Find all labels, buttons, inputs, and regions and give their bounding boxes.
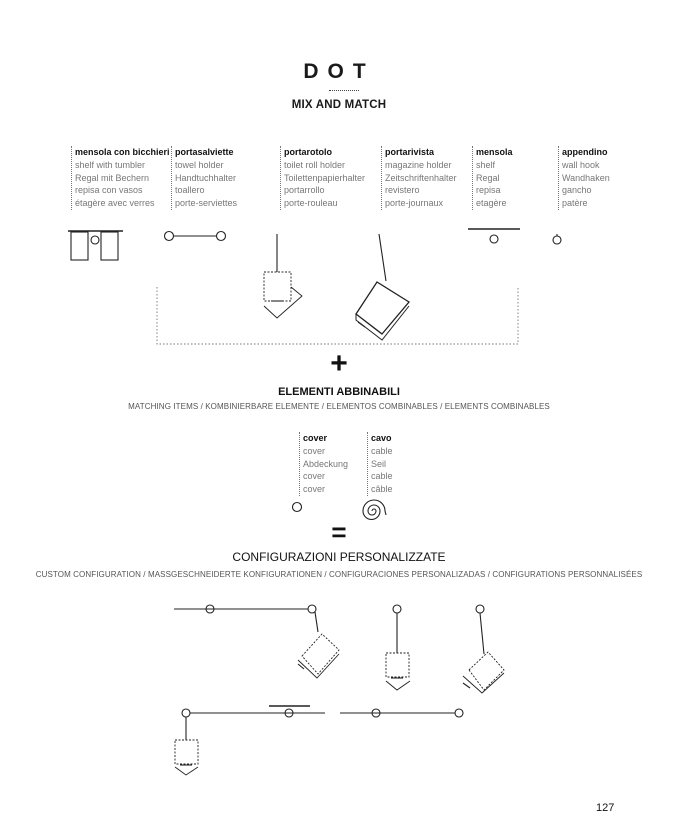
matching-items-title: ELEMENTI ABBINABILI [278, 386, 400, 398]
element-line: cover [303, 484, 326, 495]
element-line: cable [371, 445, 393, 456]
product-line: Toilettenpapierhalter [284, 172, 366, 183]
product-line: étagère avec verres [75, 198, 155, 209]
product-line: etagère [476, 198, 507, 209]
element-line: câble [371, 484, 393, 495]
product-line: repisa con vasos [75, 185, 143, 196]
element-title: cavo [371, 433, 392, 443]
equals-symbol: = [331, 517, 347, 547]
product-line: porte-rouleau [284, 198, 338, 209]
product-line: repisa [476, 185, 501, 196]
product-line: Wandhaken [562, 172, 610, 183]
element-title: cover [303, 433, 328, 443]
product-line: Regal mit Bechern [75, 172, 150, 183]
element-line: cable [371, 471, 393, 482]
product-title: portarivista [385, 147, 435, 157]
plus-symbol: + [330, 347, 348, 380]
product-line: revistero [385, 185, 420, 196]
product-title: portarotolo [284, 147, 332, 157]
brand-title: DOT [303, 60, 375, 83]
product-title: mensola con bicchieri [75, 147, 170, 157]
product-line: porte-journaux [385, 198, 444, 209]
product-title: appendino [562, 147, 608, 157]
page-subtitle: MIX AND MATCH [291, 99, 387, 111]
product-line: toilet roll holder [284, 159, 346, 170]
product-line: shelf [476, 159, 496, 170]
product-line: porte-serviettes [175, 198, 238, 209]
configuration-5-drawing [340, 709, 463, 717]
element-line: Abdeckung [303, 458, 349, 469]
element-line: cover [303, 471, 326, 482]
product-line: patère [562, 198, 588, 209]
custom-config-title: CONFIGURAZIONI PERSONALIZZATE [232, 550, 446, 564]
product-line: wall hook [562, 159, 600, 170]
product-title: portasalviette [175, 147, 234, 157]
configuration-2-drawing [386, 605, 410, 690]
product-line: Regal [476, 172, 500, 183]
product-title: mensola [476, 147, 513, 157]
matching-items-subtitle: MATCHING ITEMS / KOMBINIERBARE ELEMENTE / ELEMENTOS COMBINABLES / ELEMENTS COMBINABLES [128, 402, 550, 411]
element-line: cover [303, 445, 326, 456]
product-line: toallero [175, 185, 205, 196]
product-line: magazine holder [385, 159, 452, 170]
product-line: portarrollo [284, 185, 325, 196]
product-line: gancho [562, 185, 592, 196]
product-line: Handtuchhalter [175, 172, 237, 183]
custom-config-subtitle: CUSTOM CONFIGURATION / MASSGESCHNEIDERTE KONFIGURATIONEN / CONFIGURACIONES PERSONALIZADAS / CONFIGURATIONS PERSONNALISÉES [35, 570, 643, 579]
element-line: Seil [371, 458, 387, 469]
configuration-1-drawing [174, 605, 339, 678]
product-line: shelf with tumbler [75, 159, 146, 170]
product-line: Zeitschriftenhalter [385, 172, 457, 183]
configuration-4-drawing [175, 706, 325, 775]
configuration-3-drawing [463, 605, 504, 693]
page-number: 127 [596, 802, 615, 814]
product-line: towel holder [175, 159, 224, 170]
